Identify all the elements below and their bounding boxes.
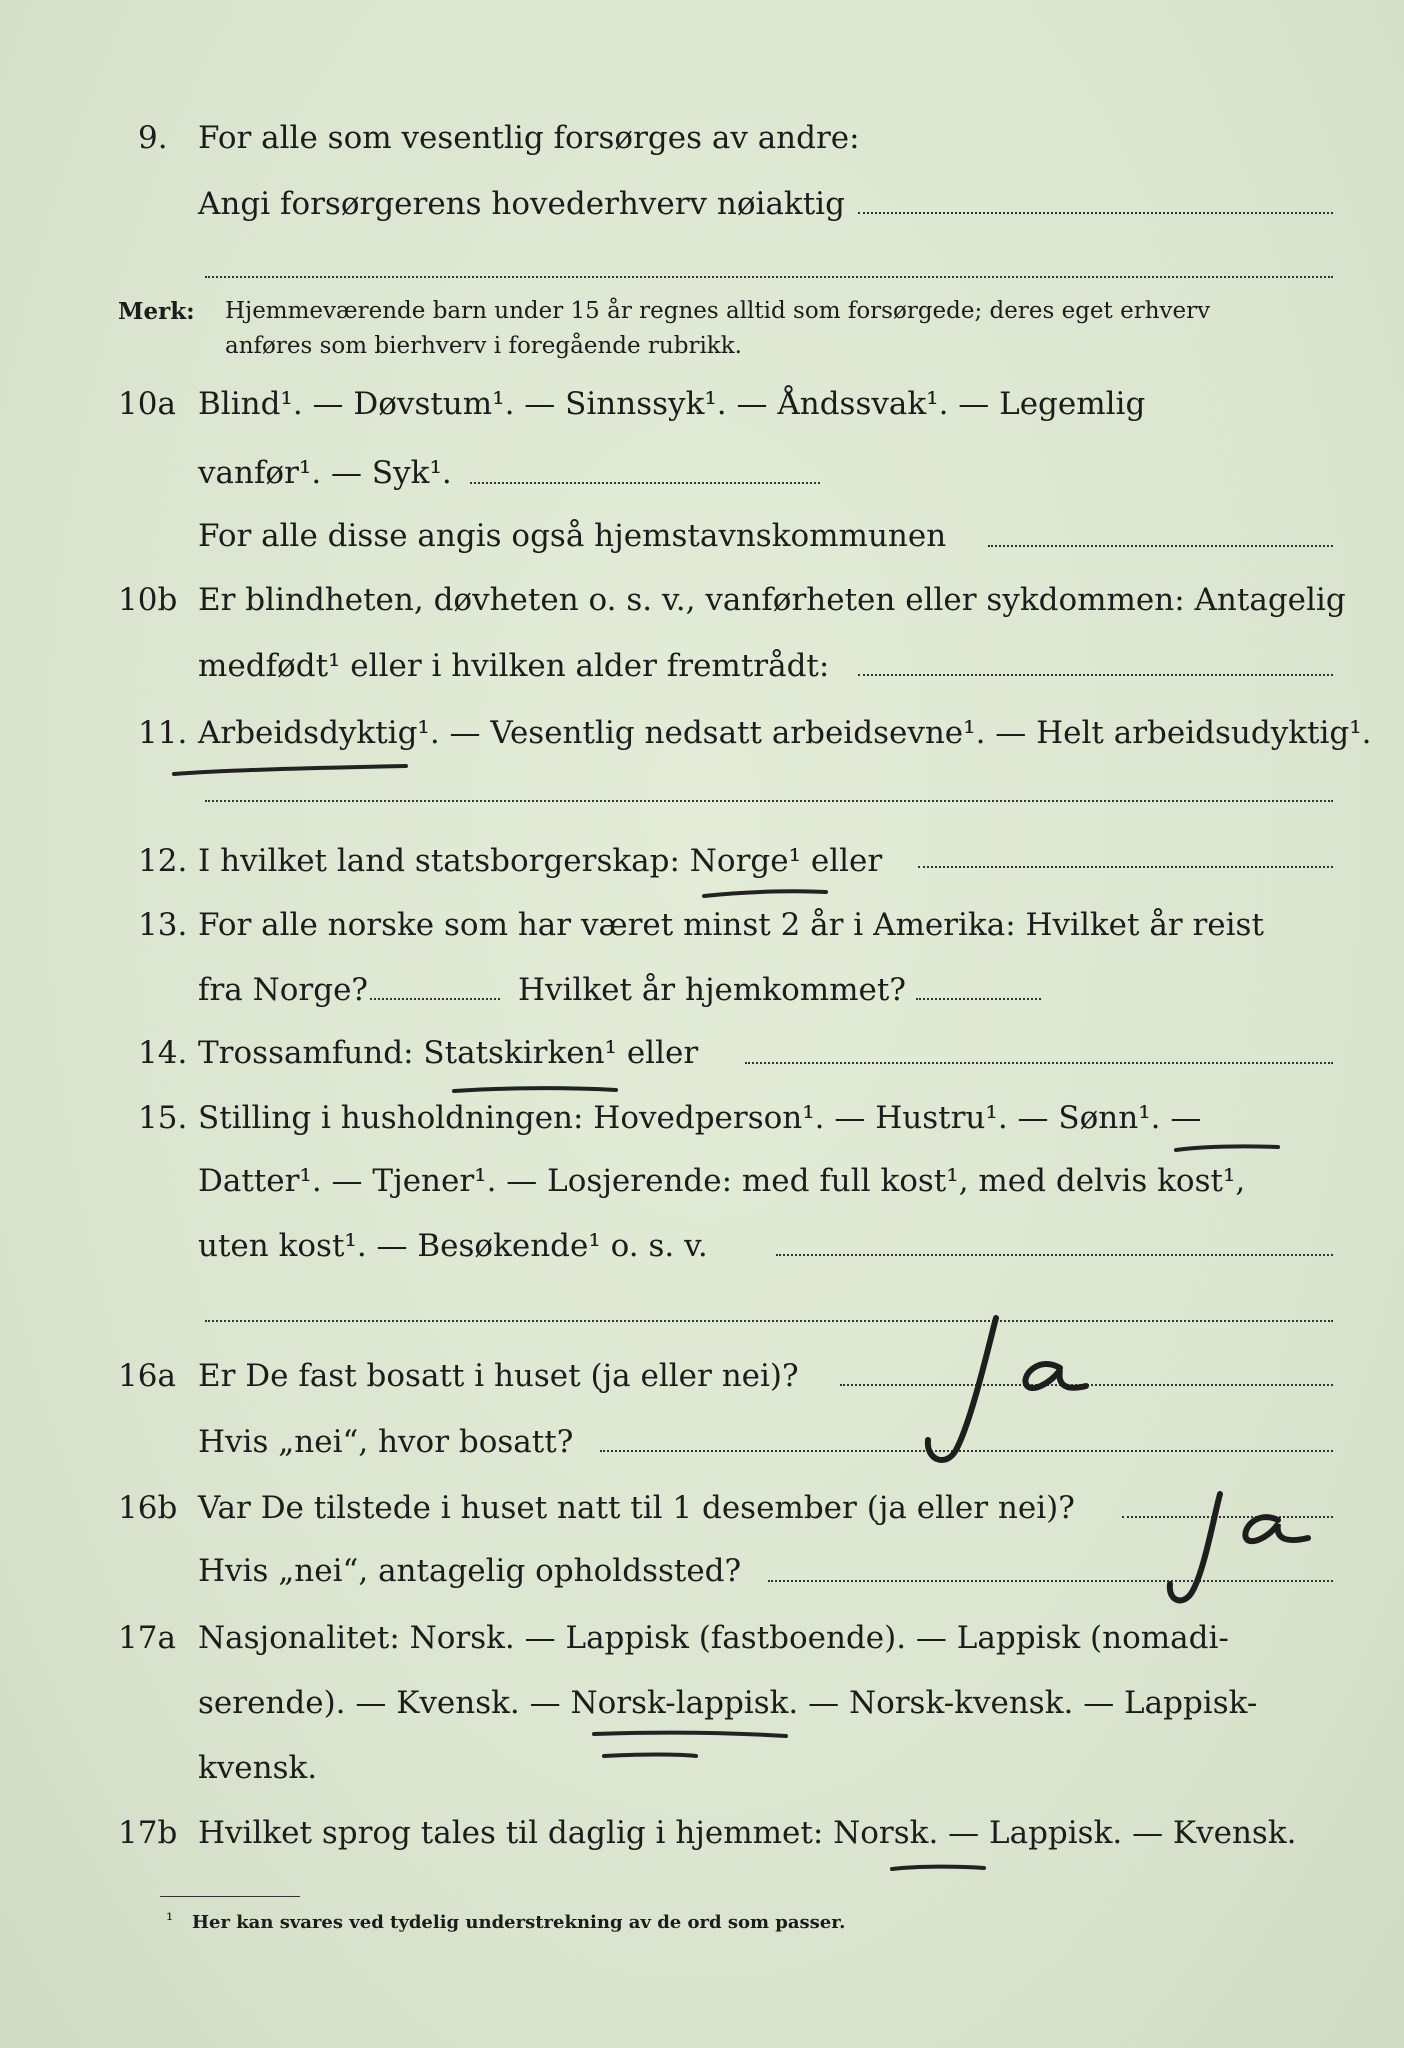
item-number: 11.	[138, 715, 188, 751]
question-text: uten kost¹. — Besøkende¹ o. s. v.	[198, 1228, 708, 1264]
question-text: kvensk.	[198, 1750, 318, 1786]
question-text: Hvis „nei“, hvor bosatt?	[198, 1424, 574, 1460]
note-label: Merk:	[118, 298, 195, 325]
note-text: anføres som bierhverv i foregående rubrikk.	[225, 333, 742, 359]
question-text: Trossamfund: Statskirken¹ eller	[198, 1035, 699, 1071]
question-text: vanfør¹. — Syk¹.	[198, 455, 452, 491]
question-text: Er De fast bosatt i huset (ja eller nei)?	[198, 1358, 799, 1394]
item-number: 15.	[138, 1100, 188, 1136]
question-text: Angi forsørgerens hovederhverv nøiaktig	[198, 186, 845, 222]
item-number: 12.	[138, 843, 188, 879]
question-text: Er blindheten, døvheten o. s. v., vanførheten eller sykdommen: Antagelig	[198, 582, 1346, 618]
question-text: Var De tilstede i huset natt til 1 desember (ja eller nei)?	[198, 1490, 1075, 1526]
item-number: 17b	[118, 1815, 178, 1851]
item-number: 16a	[118, 1358, 176, 1394]
handwritten-answer-ja	[910, 1300, 1100, 1470]
answer-line	[776, 1254, 1333, 1256]
question-text: I hvilket land statsborgerskap: Norge¹ eller	[198, 843, 883, 879]
answer-line	[745, 1062, 1333, 1064]
question-text: Nasjonalitet: Norsk. — Lappisk (fastboende). — Lappisk (nomadi-	[198, 1620, 1229, 1656]
handwritten-underline	[888, 1860, 988, 1876]
answer-line	[858, 212, 1333, 214]
item-number: 14.	[138, 1035, 188, 1071]
answer-line	[858, 674, 1333, 676]
item-number: 13.	[138, 907, 188, 943]
item-number: 10b	[118, 582, 178, 618]
handwritten-underline	[450, 1082, 620, 1098]
question-text: Hvis „nei“, antagelig opholdssted?	[198, 1553, 742, 1589]
question-text: Blind¹. — Døvstum¹. — Sinnssyk¹. — Åndssvak¹. — Legemlig	[198, 386, 1146, 422]
handwritten-underline	[170, 762, 410, 784]
answer-line	[470, 482, 820, 484]
answer-line	[988, 545, 1333, 547]
answer-line	[918, 866, 1333, 868]
question-text: For alle disse angis også hjemstavnskommunen	[198, 518, 947, 554]
question-text: fra Norge?	[198, 972, 369, 1008]
answer-line	[205, 276, 1333, 278]
handwritten-underline	[590, 1726, 790, 1766]
question-text: Hvilket år hjemkommet?	[518, 972, 906, 1008]
handwritten-underline	[700, 886, 830, 902]
question-text: For alle som vesentlig forsørges av andre:	[198, 120, 860, 156]
answer-line	[205, 1320, 1333, 1322]
question-text: Stilling i husholdningen: Hovedperson¹. — Hustru¹. — Sønn¹. —	[198, 1100, 1202, 1136]
question-text: For alle norske som har været minst 2 år i Amerika: Hvilket år reist	[198, 907, 1264, 943]
question-text: serende). — Kvensk. — Norsk-lappisk. — Norsk-kvensk. — Lappisk-	[198, 1685, 1258, 1721]
item-number: 9.	[138, 120, 168, 156]
answer-line	[370, 998, 500, 1000]
footnote-mark: ¹	[166, 1910, 174, 1931]
question-text: Arbeidsdyktig¹. — Vesentlig nedsatt arbeidsevne¹. — Helt arbeidsudyktig¹.	[198, 715, 1372, 751]
answer-line	[205, 800, 1333, 802]
question-text: Hvilket sprog tales til daglig i hjemmet: Norsk. — Lappisk. — Kvensk.	[198, 1815, 1297, 1851]
question-text: medfødt¹ eller i hvilken alder fremtrådt:	[198, 648, 830, 684]
answer-line	[916, 998, 1041, 1000]
footnote-text: Her kan svares ved tydelig understrekning av de ord som passer.	[192, 1912, 846, 1933]
handwritten-answer-ja	[1150, 1480, 1320, 1620]
item-number: 10a	[118, 386, 176, 422]
item-number: 17a	[118, 1620, 176, 1656]
footnote-divider	[160, 1896, 300, 1897]
note-text: Hjemmeværende barn under 15 år regnes alltid som forsørgede; deres eget erhverv	[225, 298, 1211, 324]
question-text: Datter¹. — Tjener¹. — Losjerende: med full kost¹, med delvis kost¹,	[198, 1163, 1246, 1199]
item-number: 16b	[118, 1490, 178, 1526]
handwritten-underline	[1172, 1140, 1282, 1156]
